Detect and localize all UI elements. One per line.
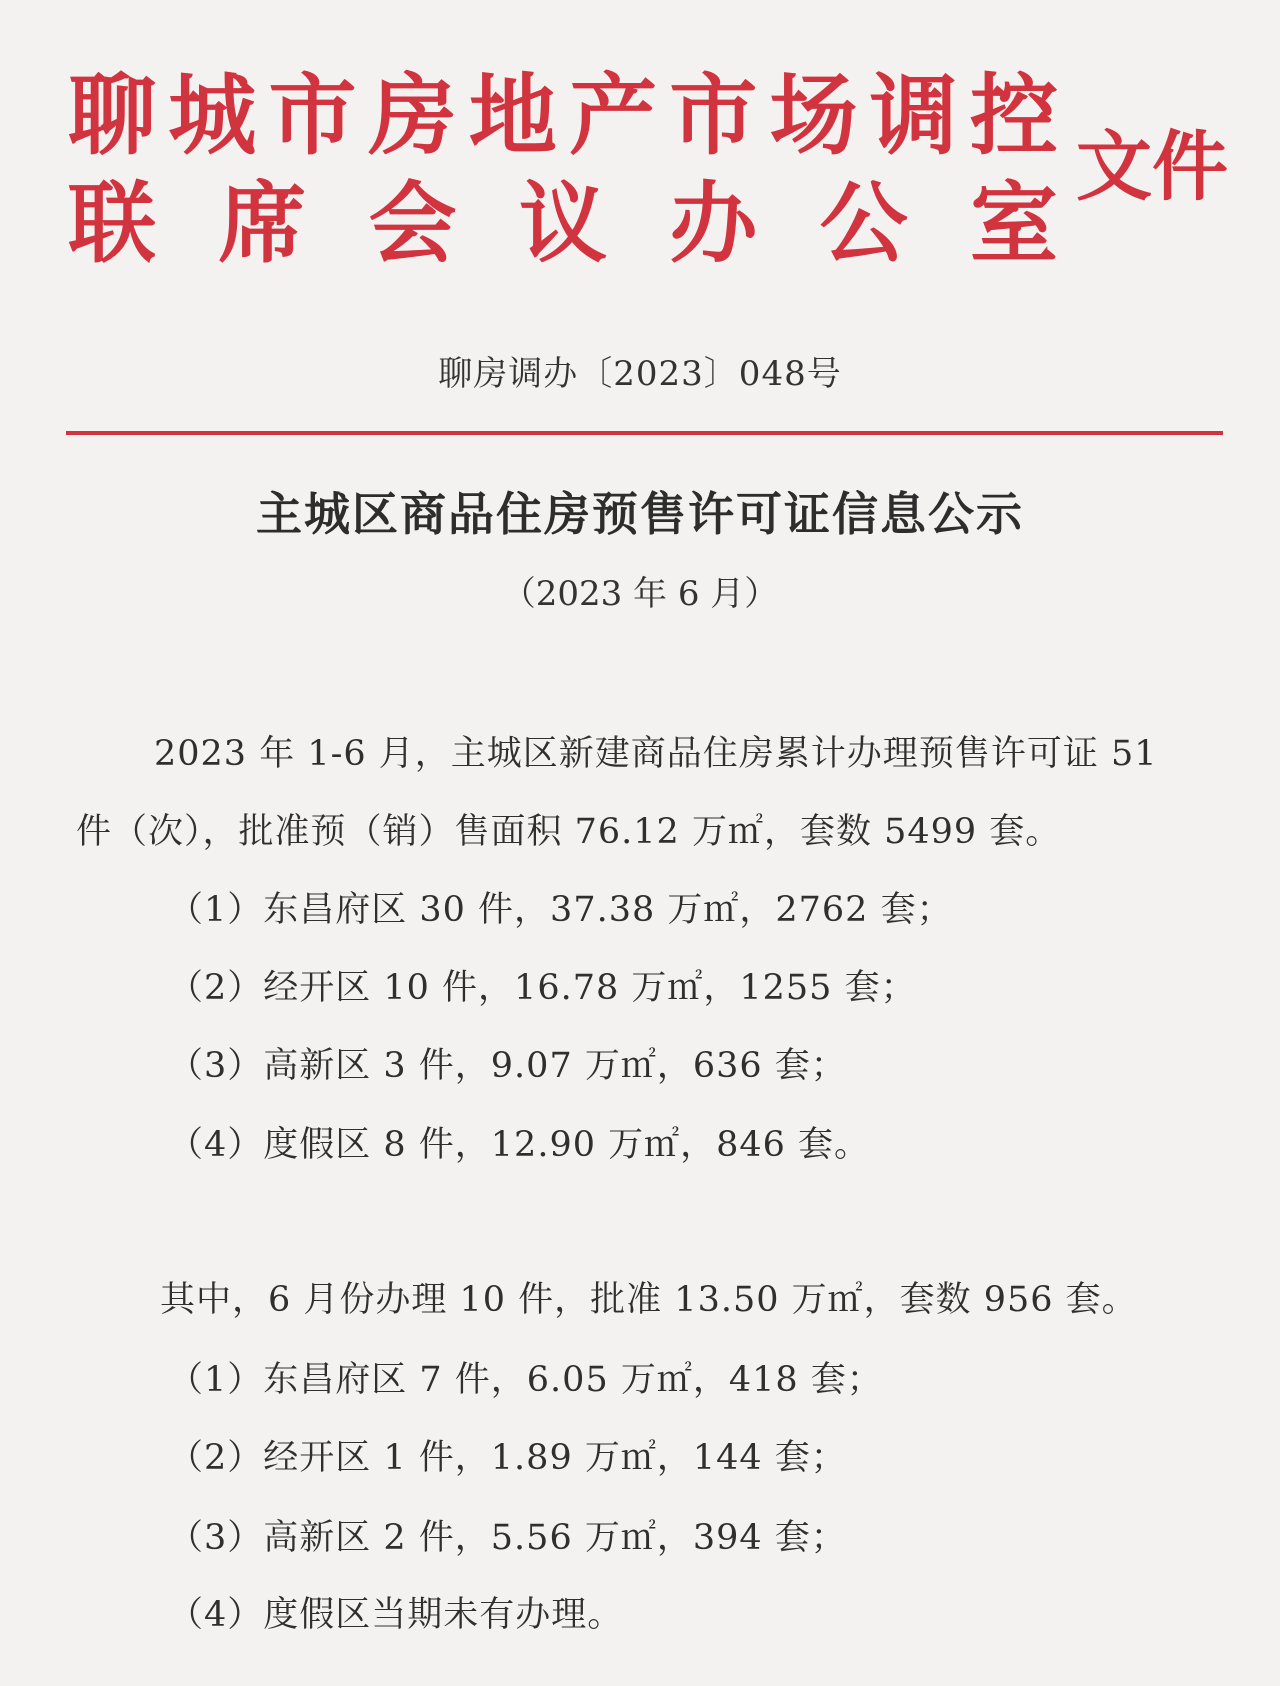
june-item: （3）高新区 2 件，5.56 万㎡，394 套； [168, 1518, 847, 1558]
june-item: （4）度假区当期未有办理。 [168, 1595, 624, 1635]
red-divider-line [66, 431, 1223, 435]
header-char: 聊 [68, 64, 157, 167]
red-header-suffix: 文件 [1076, 122, 1228, 211]
header-char: 调 [869, 64, 958, 167]
header-char: 地 [468, 64, 557, 167]
june-item: （2）经开区 1 件，1.89 万㎡，144 套； [168, 1438, 847, 1478]
red-header-line-1 [68, 66, 1058, 166]
june-summary: 其中，6 月份办理 10 件，批准 13.50 万㎡，套数 956 套。 [160, 1280, 1138, 1320]
cumulative-summary-line-2: 件（次），批准预（销）售面积 76.12 万㎡，套数 5499 套。 [76, 812, 1062, 852]
header-char: 公 [819, 172, 908, 275]
cumulative-item: （4）度假区 8 件，12.90 万㎡，846 套。 [168, 1125, 871, 1165]
page-subtitle: （2023 年 6 月） [501, 574, 779, 614]
june-item: （1）东昌府区 7 件，6.05 万㎡，418 套； [168, 1360, 883, 1400]
header-char: 会 [368, 172, 457, 275]
cumulative-item: （3）高新区 3 件，9.07 万㎡，636 套； [168, 1046, 847, 1086]
header-char: 市 [669, 64, 758, 167]
header-char: 联 [68, 172, 157, 275]
header-char: 席 [218, 172, 307, 275]
header-char: 市 [268, 64, 357, 167]
page-title: 主城区商品住房预售许可证信息公示 [256, 487, 1024, 541]
header-char: 城 [168, 64, 257, 167]
red-header-line-2 [68, 174, 1058, 274]
header-char: 控 [969, 64, 1058, 167]
cumulative-item: （2）经开区 10 件，16.78 万㎡，1255 套； [168, 968, 917, 1008]
cumulative-item: （1）东昌府区 30 件，37.38 万㎡，2762 套； [168, 890, 953, 930]
cumulative-summary-line-1: 2023 年 1-6 月，主城区新建商品住房累计办理预售许可证 51 [154, 734, 1158, 774]
header-char: 场 [769, 64, 858, 167]
header-char: 产 [569, 64, 658, 167]
header-char: 室 [969, 172, 1058, 275]
document-number: 聊房调办〔2023〕048号 [438, 354, 842, 394]
header-char: 议 [518, 172, 607, 275]
header-char: 办 [669, 172, 758, 275]
header-char: 房 [368, 64, 457, 167]
